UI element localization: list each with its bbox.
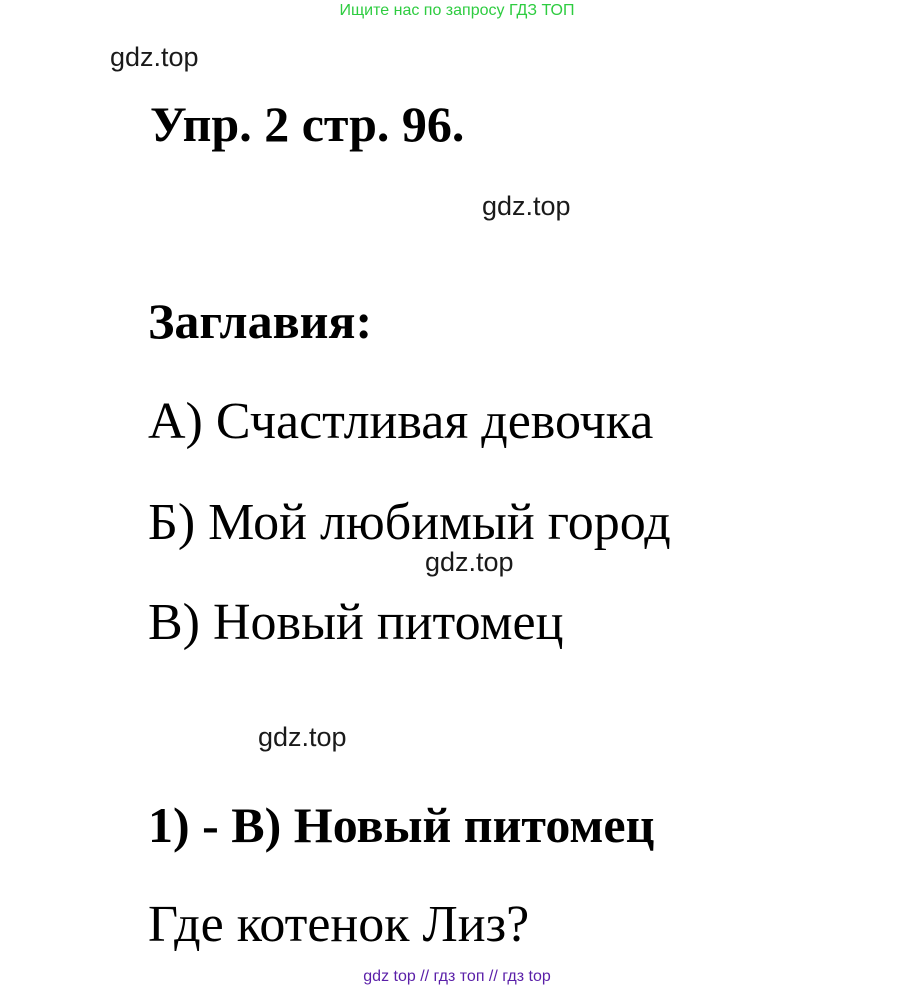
watermark: gdz.top (258, 722, 347, 752)
watermark: gdz.top (425, 547, 514, 577)
headings-label: Заглавия: (148, 293, 373, 349)
answer-line: 1) - В) Новый питомец (148, 797, 655, 853)
top-banner[interactable]: Ищите нас по запросу ГДЗ ТОП (339, 2, 575, 19)
option-b: Б) Мой любимый город (148, 494, 671, 551)
footer-links[interactable]: gdz top // гдз топ // гдз top (363, 968, 551, 985)
option-a: А) Счастливая девочка (148, 393, 654, 450)
question-line: Где котенок Лиз? (148, 896, 530, 953)
exercise-title: Упр. 2 стр. 96. (150, 96, 465, 152)
option-c: В) Новый питомец (148, 594, 564, 651)
watermark: gdz.top (110, 42, 199, 72)
watermark: gdz.top (482, 191, 571, 221)
